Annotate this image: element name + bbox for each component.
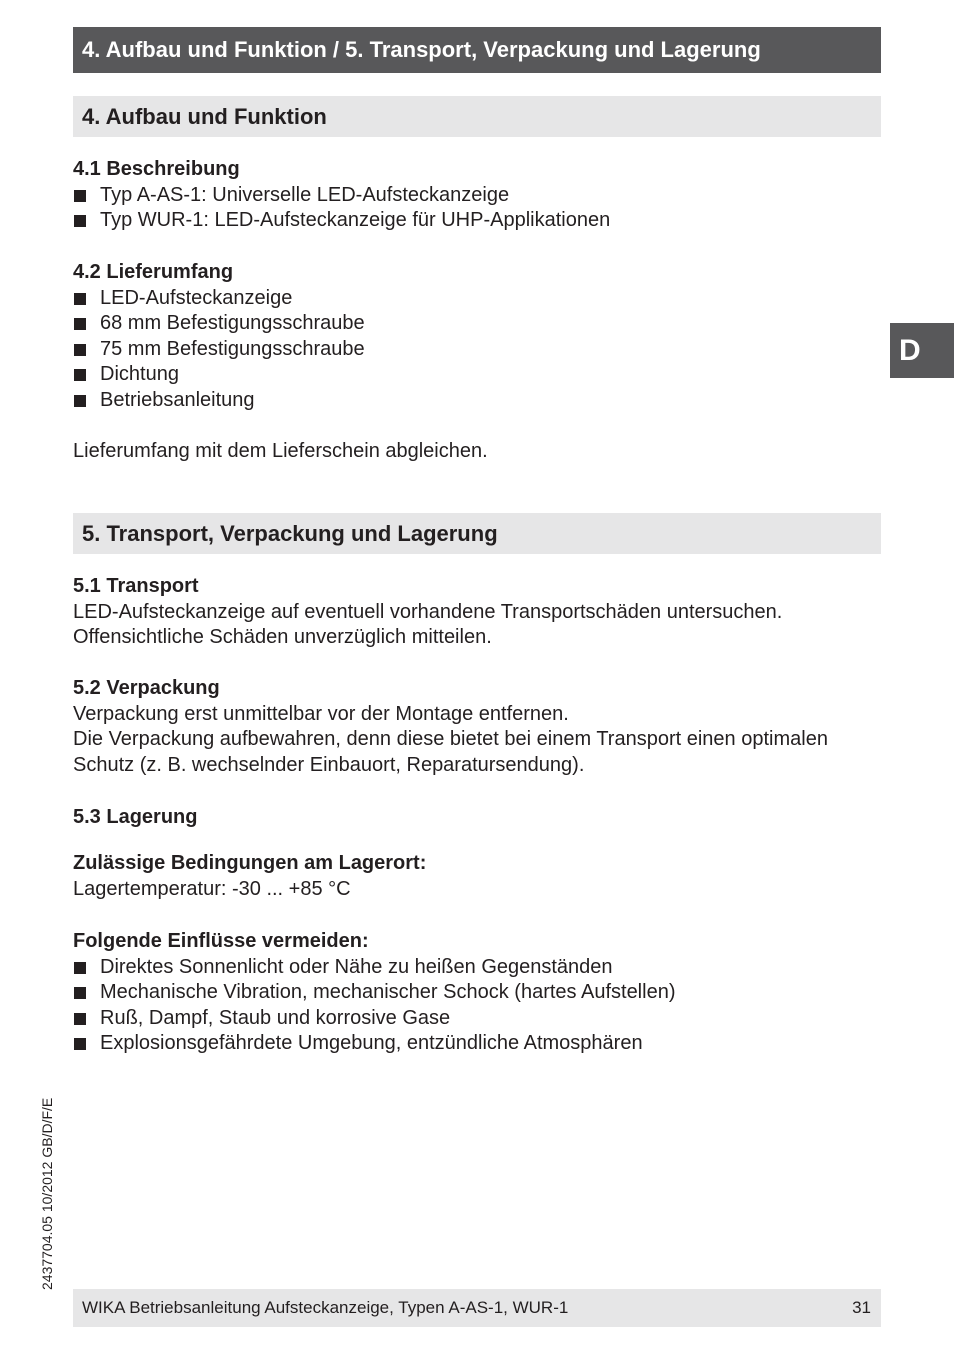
document-code: 2437704.05 10/2012 GB/D/F/E bbox=[39, 1097, 55, 1290]
language-tab: D bbox=[890, 323, 954, 378]
influences-to-avoid-title: Folgende Einflüsse vermeiden: bbox=[73, 930, 369, 952]
list-item: Typ WUR-1: LED-Aufsteckanzeige für UHP-Applikationen bbox=[73, 208, 873, 234]
subsection-5-2 bbox=[73, 676, 873, 778]
square-bullet-icon bbox=[74, 215, 86, 227]
packaging-text-line: Die Verpackung aufbewahren, denn diese bietet bei einem Transport einen optimalen bbox=[73, 728, 828, 751]
avoid-list bbox=[73, 955, 873, 1057]
list-item: 75 mm Befestigungsschraube bbox=[73, 337, 873, 363]
section-4-heading: 4. Aufbau und Funktion bbox=[73, 96, 881, 137]
list-item: Mechanische Vibration, mechanischer Schock (hartes Aufstellen) bbox=[73, 980, 873, 1006]
section-5-heading: 5. Transport, Verpackung und Lagerung bbox=[73, 513, 881, 554]
list-item: Betriebsanleitung bbox=[73, 388, 873, 414]
scope-of-delivery-list bbox=[73, 286, 873, 414]
square-bullet-icon bbox=[74, 293, 86, 305]
storage-temperature-text: Lagertemperatur: -30 ... +85 °C bbox=[73, 877, 351, 900]
storage-conditions-title: Zulässige Bedingungen am Lagerort: bbox=[73, 852, 427, 874]
square-bullet-icon bbox=[74, 962, 86, 974]
list-item: 68 mm Befestigungsschraube bbox=[73, 311, 873, 337]
subsection-5-1 bbox=[73, 574, 873, 651]
subsection-5-3-title: 5.3 Lagerung bbox=[73, 806, 198, 828]
delivery-note bbox=[73, 439, 873, 465]
transport-text-line: LED-Aufsteckanzeige auf eventuell vorhandene Transportschäden untersuchen. bbox=[73, 600, 783, 623]
subsection-5-1-title: 5.1 Transport bbox=[73, 575, 199, 597]
square-bullet-icon bbox=[74, 1013, 86, 1025]
square-bullet-icon bbox=[74, 190, 86, 202]
delivery-note-text: Lieferumfang mit dem Lieferschein abgleichen. bbox=[73, 440, 488, 462]
description-list bbox=[73, 183, 873, 234]
list-item: Dichtung bbox=[73, 362, 873, 388]
packaging-text-line: Schutz (z. B. wechselnder Einbauort, Reparatursendung). bbox=[73, 753, 585, 776]
influences-to-avoid bbox=[73, 929, 873, 1057]
subsection-5-2-title: 5.2 Verpackung bbox=[73, 677, 220, 699]
subsection-5-3 bbox=[73, 805, 873, 831]
subsection-4-2-title: 4.2 Lieferumfang bbox=[73, 261, 234, 283]
square-bullet-icon bbox=[74, 369, 86, 381]
square-bullet-icon bbox=[74, 344, 86, 356]
page-number: 31 bbox=[852, 1298, 871, 1317]
storage-conditions bbox=[73, 851, 873, 902]
list-item: Direktes Sonnenlicht oder Nähe zu heißen Gegenständen bbox=[73, 955, 873, 981]
list-item: Explosionsgefährdete Umgebung, entzündliche Atmosphären bbox=[73, 1031, 873, 1057]
square-bullet-icon bbox=[74, 318, 86, 330]
list-item: LED-Aufsteckanzeige bbox=[73, 286, 873, 312]
footer-text: WIKA Betriebsanleitung Aufsteckanzeige, Typen A-AS-1, WUR-1 bbox=[82, 1298, 569, 1317]
square-bullet-icon bbox=[74, 395, 86, 407]
square-bullet-icon bbox=[74, 987, 86, 999]
subsection-4-2 bbox=[73, 260, 873, 414]
subsection-4-1-title: 4.1 Beschreibung bbox=[73, 158, 240, 180]
subsection-4-1 bbox=[73, 157, 873, 234]
list-item: Typ A-AS-1: Universelle LED-Aufsteckanzeige bbox=[73, 183, 873, 209]
chapter-header: 4. Aufbau und Funktion / 5. Transport, Verpackung und Lagerung bbox=[73, 27, 881, 73]
transport-text-line: Offensichtliche Schäden unverzüglich mitteilen. bbox=[73, 626, 492, 649]
packaging-text-line: Verpackung erst unmittelbar vor der Montage entfernen. bbox=[73, 702, 569, 725]
square-bullet-icon bbox=[74, 1038, 86, 1050]
page-footer bbox=[73, 1289, 881, 1327]
list-item: Ruß, Dampf, Staub und korrosive Gase bbox=[73, 1006, 873, 1032]
